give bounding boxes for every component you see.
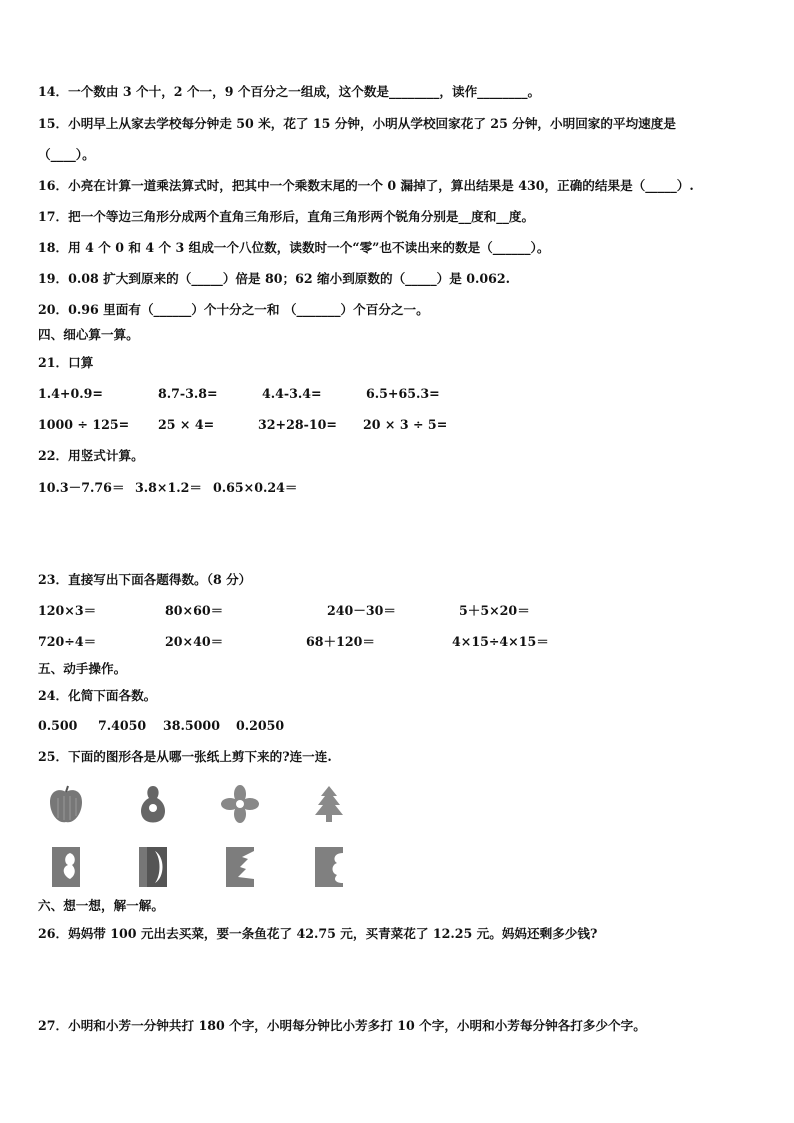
oral-calc-item: 8.7-3.8= <box>158 386 218 401</box>
simplify-item: 0.2050 <box>236 718 285 733</box>
cut-paper-1-icon <box>46 845 86 889</box>
question-25: 25．下面的图形各是从哪一张纸上剪下来的?连一连. <box>38 749 332 764</box>
tree-shape-icon <box>309 782 349 826</box>
flower-shape-icon <box>220 782 260 826</box>
oral-calc-item: 1000 ÷ 125= <box>38 417 130 432</box>
question-21: 21．口算 <box>38 355 94 370</box>
question-18: 18．用 4 个 0 和 4 个 3 组成一个八位数，读数时一个“零”也不读出来的数是（______）。 <box>38 240 550 255</box>
direct-calc-item: 5＋5×20＝ <box>459 603 530 618</box>
direct-calc-item: 240－30＝ <box>327 603 397 618</box>
direct-calc-item: 80×60＝ <box>165 603 224 618</box>
question-26: 26．妈妈带 100 元出去买菜，要一条鱼花了 42.75 元，买青菜花了 12.25 元。妈妈还剩多少钱? <box>38 926 598 941</box>
question-27: 27．小明和小芳一分钟共打 180 个字，小明每分钟比小芳多打 10 个字，小明和小芳每分钟各打多少个字。 <box>38 1018 646 1033</box>
cut-paper-3-icon <box>220 845 260 889</box>
oral-calc-item: 25 × 4= <box>158 417 215 432</box>
direct-calc-item: 120×3＝ <box>38 603 97 618</box>
question-19: 19．0.08 扩大到原来的（_____）倍是 80；62 缩小到原数的（_____）是 0.062. <box>38 271 511 286</box>
oral-calc-item: 4.4-3.4= <box>262 386 322 401</box>
direct-calc-item: 68＋120＝ <box>306 634 376 649</box>
section-4-title: 四、细心算一算。 <box>38 327 139 342</box>
vertical-calc-item: 0.65×0.24＝ <box>213 480 298 495</box>
vertical-calc-item: 10.3－7.76＝ <box>38 480 125 495</box>
question-22: 22．用竖式计算。 <box>38 448 144 463</box>
vertical-calc-item: 3.8×1.2＝ <box>135 480 202 495</box>
oral-calc-item: 1.4+0.9= <box>38 386 103 401</box>
section-5-title: 五、动手操作。 <box>38 661 127 676</box>
oral-calc-item: 20 × 3 ÷ 5= <box>363 417 448 432</box>
direct-calc-item: 4×15÷4×15＝ <box>452 634 549 649</box>
simplify-item: 38.5000 <box>163 718 220 733</box>
cut-paper-2-icon <box>133 845 173 889</box>
question-20: 20．0.96 里面有（______）个十分之一和 （_______）个百分之一。 <box>38 302 429 317</box>
apple-shape-icon <box>46 784 86 828</box>
simplify-item: 0.500 <box>38 718 78 733</box>
gourd-shape-icon <box>133 782 173 826</box>
simplify-item: 7.4050 <box>98 718 147 733</box>
question-24: 24．化简下面各数。 <box>38 688 157 703</box>
question-17: 17．把一个等边三角形分成两个直角三角形后，直角三角形两个锐角分别是__度和__度。 <box>38 209 535 224</box>
question-16: 16．小亮在计算一道乘法算式时，把其中一个乘数末尾的一个 0 漏掉了，算出结果是 430，正确的结果是（_____）. <box>38 178 694 193</box>
oral-calc-item: 32+28-10= <box>258 417 337 432</box>
question-15-line1: 15．小明早上从家去学校每分钟走 50 米，花了 15 分钟，小明从学校回家花了 25 分钟，小明回家的平均速度是 <box>38 116 676 131</box>
question-14: 14．一个数由 3 个十，2 个一，9 个百分之一组成，这个数是________，读作________。 <box>38 84 541 99</box>
question-15-line2: （____）。 <box>38 147 95 162</box>
oral-calc-item: 6.5+65.3= <box>366 386 440 401</box>
direct-calc-item: 20×40＝ <box>165 634 224 649</box>
question-23: 23．直接写出下面各题得数。（8 分） <box>38 572 252 587</box>
cut-paper-4-icon <box>309 845 349 889</box>
direct-calc-item: 720÷4＝ <box>38 634 97 649</box>
section-6-title: 六、想一想，解一解。 <box>38 898 164 913</box>
